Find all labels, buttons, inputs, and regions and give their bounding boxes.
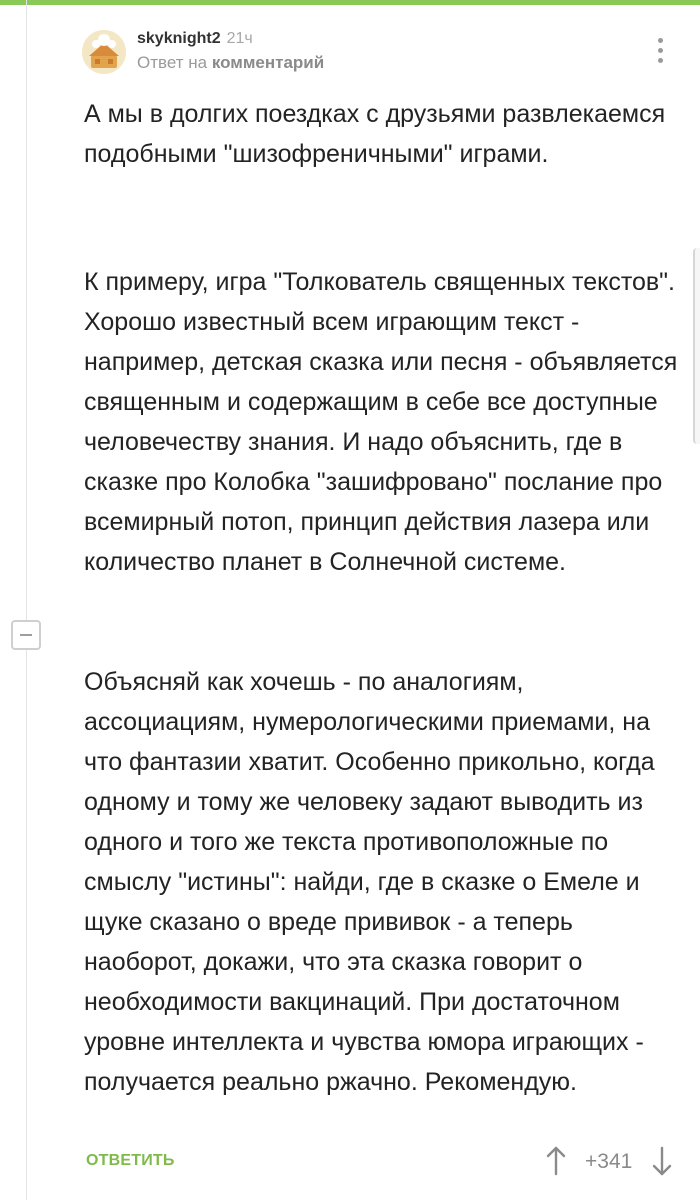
comment-paragraph: К примеру, игра "Толкователь священных текстов". Хорошо известный всем играющим текст - например, детская сказка или песня - объявляется священным и содержащим в себе все доступные человечеству знания. И надо объяснить, где в сказке про Колобка "зашифровано" послание про всемирный потоп, принцип действия лазера или количество планет в Солнечной системе. [84,268,678,576]
comment-paragraph: Объясняй как хочешь - по аналогиям, ассоциациям, нумерологическими приемами, на что фантазии хватит. Особенно прикольно, когда одному и тому же человеку задают выводить из одного и того же текста противоположные по смыслу "истины": найди, где в сказке о Емеле и щуке сказано о вреде прививок - а теперь наоборот, докажи, что эта сказка говорит о необходимости вакцинаций. При достаточном уровне интеллекта и чувства юмора играющих - получается реально ржачно. Рекомендую. [84,668,655,1096]
parent-comment-link[interactable]: комментарий [211,53,325,72]
more-vertical-icon[interactable] [657,38,665,64]
top-accent-bar [0,0,700,5]
scrollbar[interactable] [693,248,700,444]
reply-button[interactable]: ОТВЕТИТЬ [86,1152,175,1169]
username-link[interactable]: skyknight2 [137,30,221,47]
comment-paragraph: А мы в долгих поездках с друзьями развлекаемся подобными "шизофреничными" играми. [84,100,666,168]
user-avatar-icon[interactable] [82,30,126,74]
comment-meta [137,29,253,49]
reply-to-info [137,53,324,73]
rating-value: +341 [585,1150,633,1173]
arrow-down-icon[interactable] [652,1146,672,1176]
thread-line [26,0,27,1200]
reply-prefix: Ответ на [137,53,208,72]
collapse-minus-icon[interactable] [11,620,41,650]
arrow-up-icon[interactable] [546,1146,566,1176]
comment-time: 21ч [226,30,253,47]
